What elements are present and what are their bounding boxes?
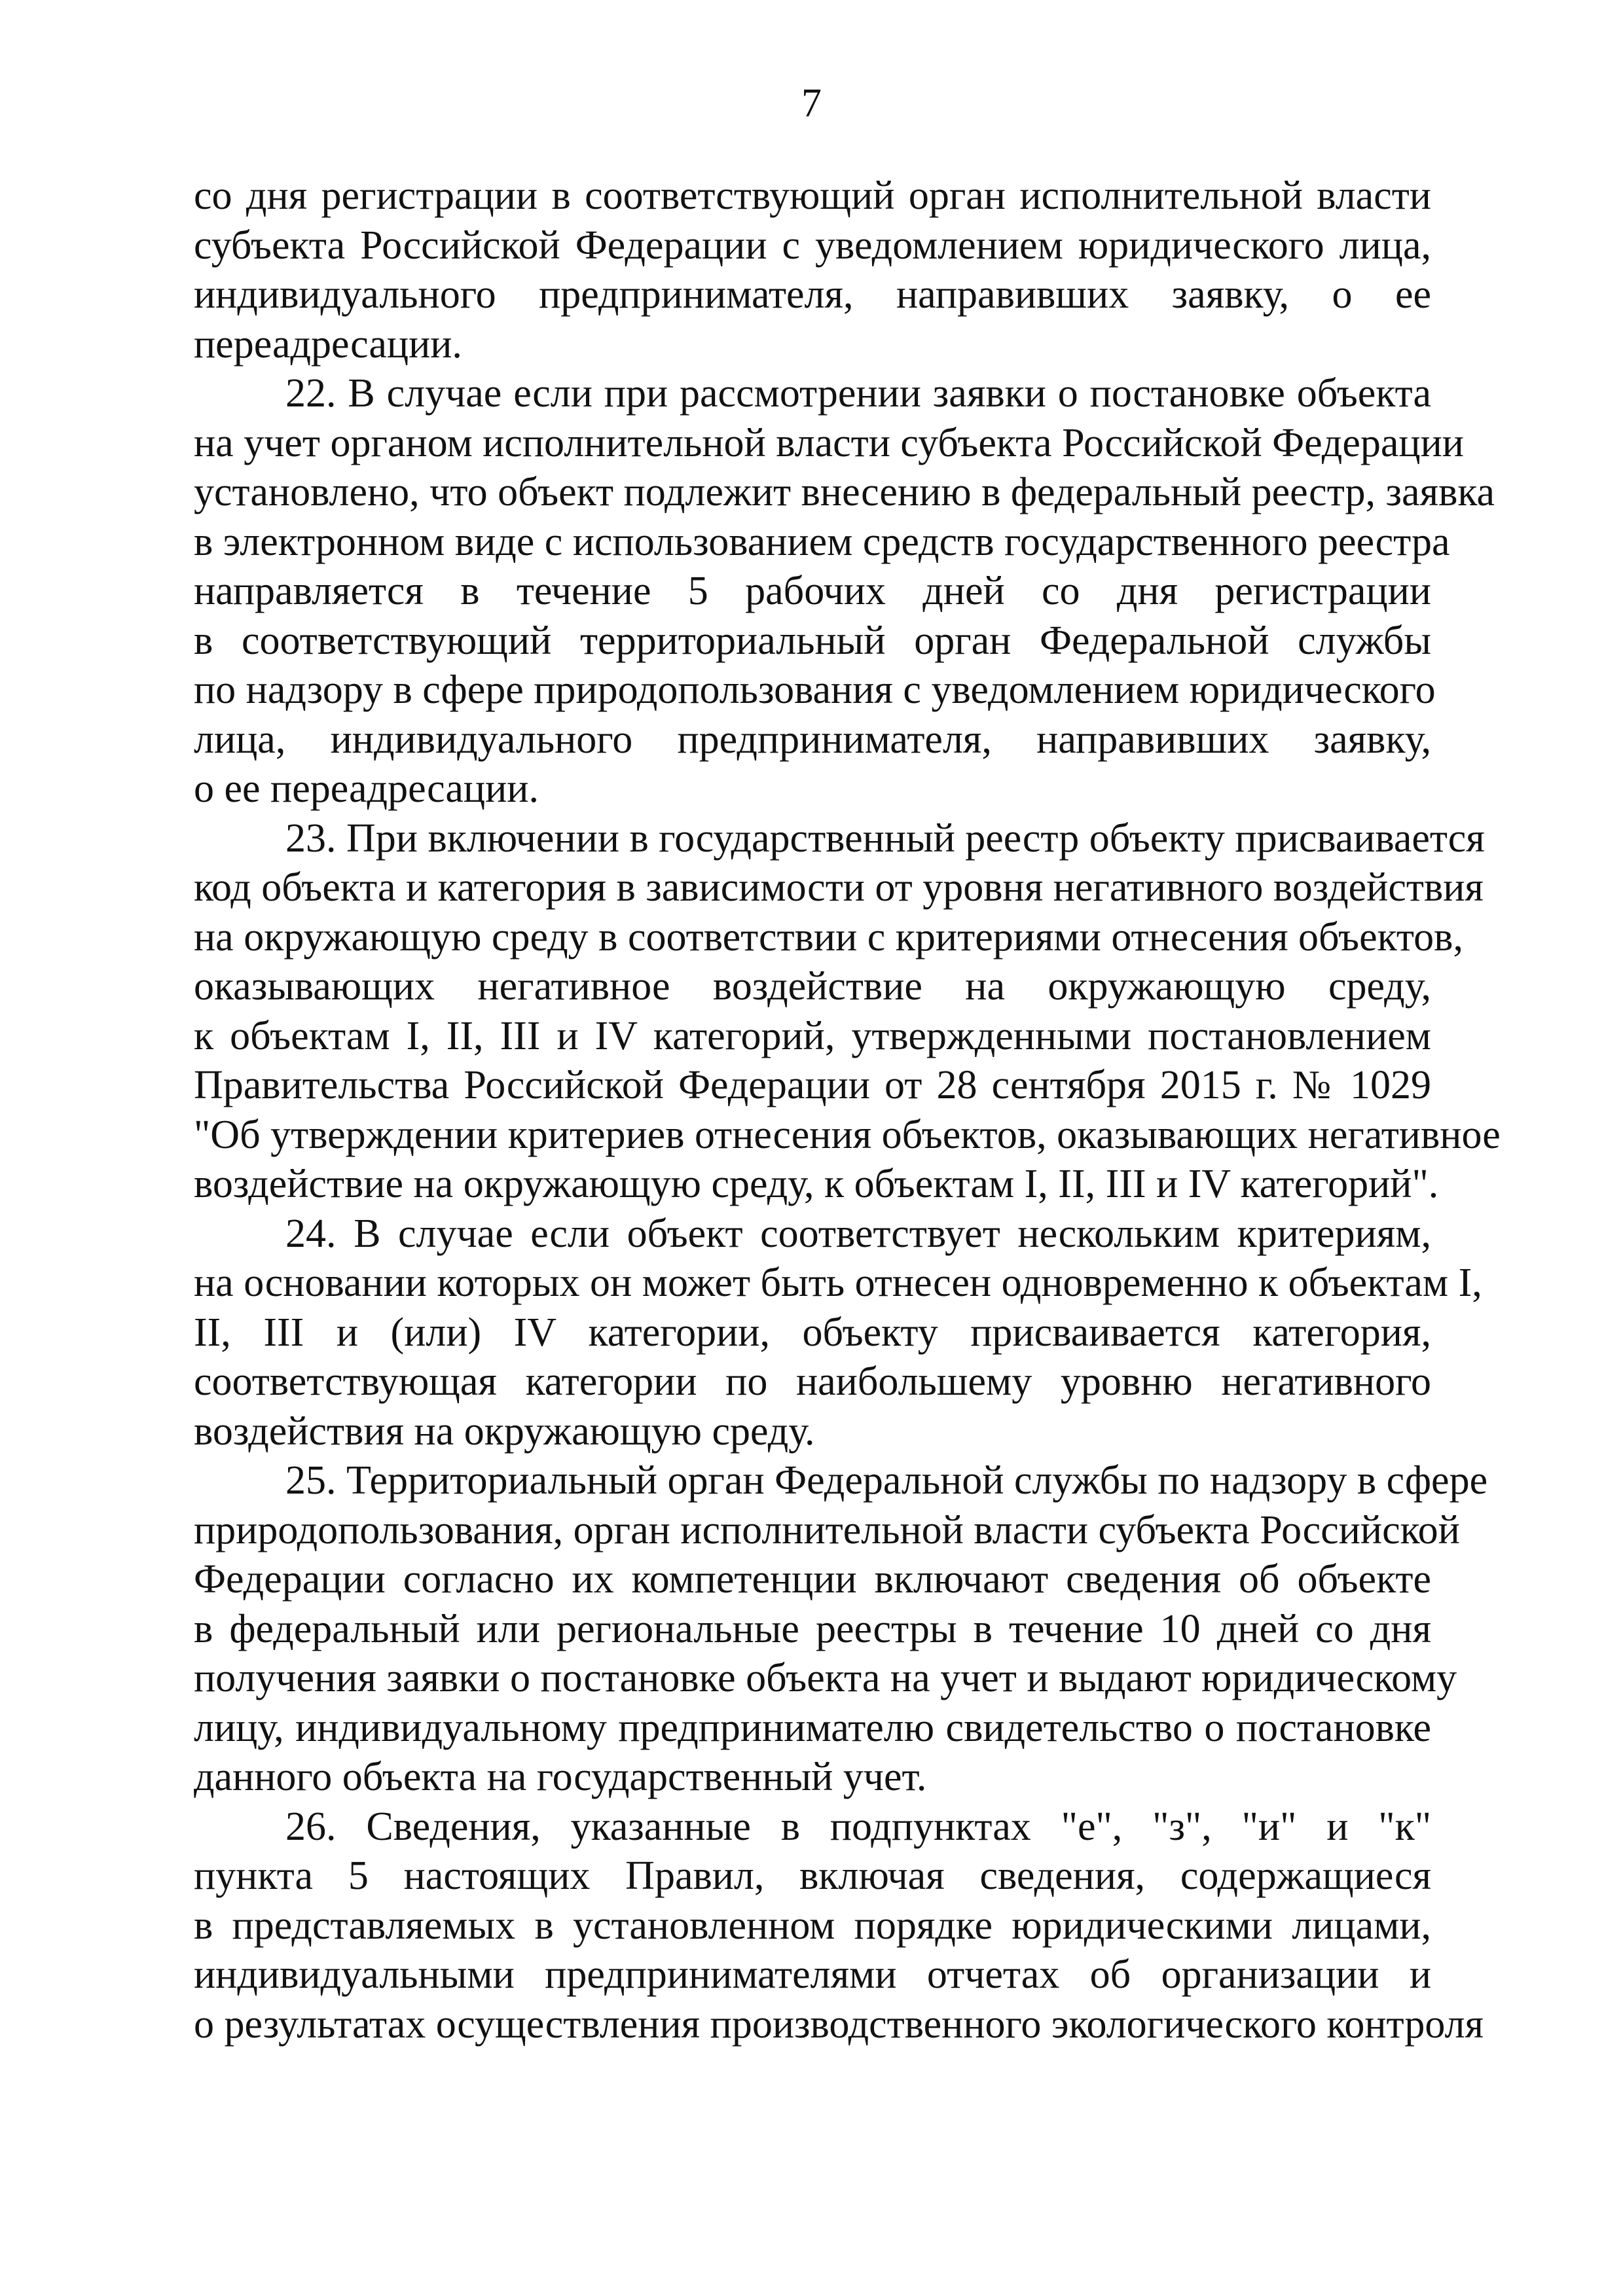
text-line: о результатах осуществления производственного экологического контроля — [194, 2001, 1484, 2047]
text-line: воздействие на окружающую среду, к объектам I, II, III и IV категорий". — [194, 1162, 1439, 1206]
text-line: природопользования, орган исполнительной власти субъекта Российской — [194, 1507, 1460, 1552]
text-line: Правительства Российской Федерации от 28 сентября 2015 г. № 1029 — [194, 1063, 1431, 1107]
text-line: по надзору в сфере природопользования с уведомлением юридического — [194, 668, 1436, 712]
text-line: соответствующая категории по наибольшему уровню негативного — [194, 1359, 1431, 1404]
text-line: в электронном виде с использованием средств государственного реестра — [194, 519, 1450, 564]
text-line: воздействия на окружающую среду. — [194, 1408, 815, 1454]
text-line: субъекта Российской Федерации с уведомлением юридического лица, — [194, 223, 1431, 268]
text-line: в соответствующий территориальный орган Федеральной службы — [194, 618, 1431, 663]
text-line: направляется в течение 5 рабочих дней со дня регистрации — [194, 569, 1431, 613]
text-line: код объекта и категория в зависимости от уровня негативного воздействия — [194, 865, 1484, 910]
text-line: II, III и (или) IV категории, объекту присваивается категория, — [194, 1310, 1431, 1355]
text-line: "Об утверждении критериев отнесения объектов, оказывающих негативное — [194, 1112, 1501, 1157]
text-line: лицу, индивидуальному предпринимателю свидетельство о постановке — [194, 1705, 1431, 1750]
text-line: индивидуальными предпринимателями отчетах об организации и — [194, 1952, 1431, 1997]
text-line: индивидуального предпринимателя, направивших заявку, о ее — [194, 272, 1431, 317]
text-line: пункта 5 настоящих Правил, включая сведения, содержащиеся — [194, 1854, 1431, 1898]
text-line: получения заявки о постановке объекта на учет и выдают юридическому — [194, 1656, 1457, 1700]
text-line: данного объекта на государственный учет. — [194, 1755, 927, 1799]
text-line: на основании которых он может быть отнесен одновременно к объектам I, — [194, 1261, 1482, 1305]
text-line: переадресации. — [194, 321, 462, 367]
text-line: 25. Территориальный орган Федеральной службы по надзору в сфере — [285, 1458, 1488, 1503]
text-line: 24. В случае если объект соответствует нескольким критериям, — [285, 1211, 1431, 1256]
text-line: оказывающих негативное воздействие на окружающую среду, — [194, 964, 1431, 1009]
text-line: со дня регистрации в соответствующий орган исполнительной власти — [194, 173, 1431, 218]
document-body — [194, 171, 1501, 2049]
text-line: в представляемых в установленном порядке юридическими лицами, — [194, 1903, 1431, 1948]
text-line: в федеральный или региональные реестры в течение 10 дней со дня — [194, 1606, 1431, 1651]
text-line: установлено, что объект подлежит внесению в федеральный реестр, заявка — [194, 470, 1495, 514]
text-line: к объектам I, II, III и IV категорий, утвержденными постановлением — [194, 1013, 1431, 1058]
text-line: лица, индивидуального предпринимателя, направивших заявку, — [194, 717, 1431, 762]
text-line: на окружающую среду в соответствии с критериями отнесения объектов, — [194, 914, 1463, 960]
page-number: 7 — [801, 81, 822, 126]
text-line: о ее переадресации. — [194, 766, 539, 811]
text-line: Федерации согласно их компетенции включают сведения об объекте — [194, 1557, 1431, 1602]
text-line: на учет органом исполнительной власти субъекта Российской Федерации — [194, 420, 1464, 465]
text-line: 22. В случае если при рассмотрении заявки о постановке объекта — [285, 371, 1431, 416]
text-line: 26. Сведения, указанные в подпунктах "е", "з", "и" и "к" — [285, 1804, 1431, 1849]
text-line: 23. При включении в государственный реестр объекту присваивается — [285, 816, 1485, 861]
